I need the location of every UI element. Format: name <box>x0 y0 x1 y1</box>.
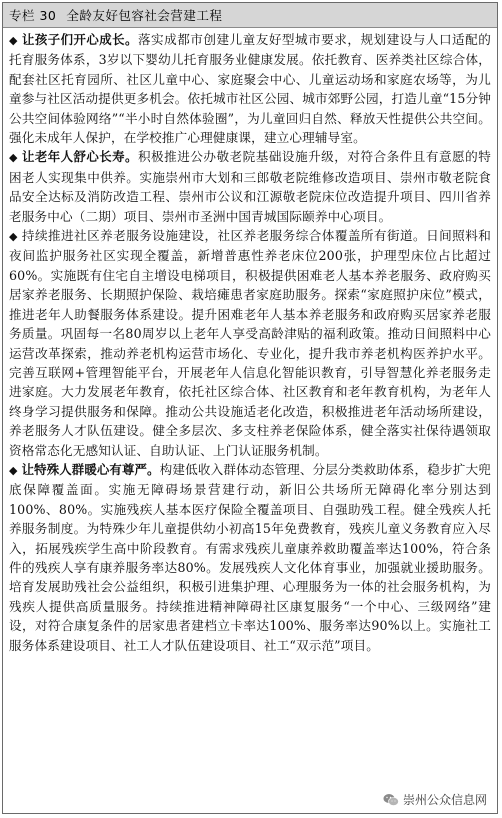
diamond-bullet-icon: ◆ <box>9 151 18 165</box>
diamond-bullet-icon: ◆ <box>9 34 18 47</box>
paragraph-children <box>9 30 491 147</box>
feature-box <box>2 2 498 814</box>
paragraph-lead: 让老年人舒心长寿。 <box>21 149 138 165</box>
paragraph-text: 持续推进社区养老服务设施建设，社区养老服务综合体覆盖所有街道。日间照料和夜间监护服务社区实现全覆盖，新增普惠性养老床位200张，护理型床位占比超过60%。实施既有住宅自主增设电梯项目，积极提供困难老人基本养老服务、政府购买居家养老服务、长期照护保险、栽培瘫患者家庭助服务。探索“家庭照护床位”模式，推进老年人助餐服务体系建设。提升困难老年人基本养老服务和政府购买居家养老服务质量。巩固每一名80周岁以上老年人享受高龄津贴的福利政策。推动日间照料中心运营改革探索，推动养老机构运营市场化、专业化，提升我市养老机构医养护水平。完善互联网+管理智能平台，开展老年人信息化智能识教育，引导智慧化养老服务走进家庭。大力发展老年教育，依托社区综合体、社区教育和老年教育机构，为老年人终身学习提供服务和保障。推动公共设施适老化改造，积极推进老年活动场所建设，养老服务人才队伍建设。健全多层次、多支柱养老保险体系，健全落实社保待遇领取资格常态化无感知认证、自助认证、上门认证服务机制。 <box>9 228 491 458</box>
diamond-bullet-icon: ◆ <box>9 230 18 244</box>
wechat-icon <box>383 793 399 807</box>
diamond-bullet-icon: ◆ <box>9 463 18 477</box>
paragraph-lead: 让孩子们开心成长。 <box>21 32 138 47</box>
paragraph-special-groups <box>9 460 491 655</box>
watermark-text: 崇州公众信息网 <box>402 793 487 807</box>
box-body <box>3 28 497 655</box>
paragraph-text: 积极推进公办敬老院基础设施升级，对符合条件且有意愿的特困老人实现集中供养。实施崇州市大划和三郎敬老院维修改造项目、崇州市敬老院食品安全达标及消防改造工程、崇州市公议和江源敬老院床位改造提升项目、四川省养老服务中心（二期）项目、崇州市圣洲中国青城国际颐养中心项目。 <box>9 149 491 224</box>
box-number: 专栏 30 <box>9 8 57 23</box>
source-watermark <box>379 790 489 809</box>
paragraph-elderly <box>9 147 491 226</box>
paragraph-lead: 让特殊人群暖心有尊严。 <box>21 461 160 477</box>
paragraph-community-elderly <box>9 226 491 460</box>
paragraph-text: 落实成都市创建儿童友好型城市要求，规划建设与人口适配的托育服务体系，3岁以下婴幼儿托育服务业健康发展。依托教育、医养类社区综合体，配套社区托育园所、社区儿童中心、家庭聚会中心、儿童运动场和家庭农场等，为儿童参与社区活动提供更多机会。依托城市社区公园、城市郊野公园，打造儿童“15分钟公共空间体验网络”“半小时自然体验圈”，为儿童回归自然、释放天性提供公共空间。强化未成年人保护，在学校推广心理健康课，建立心理辅导室。 <box>9 32 491 146</box>
box-title: 全龄友好包容社会营建工程 <box>66 8 223 23</box>
box-header <box>3 3 497 28</box>
paragraph-text: 构建低收入群体动态管理、分层分类救助体系，稳步扩大兜底保障覆盖面。实施无障碍场景营建行动，新旧公共场所无障碍化率分别达到100%、80%。实施残疾人基本医疗保险全覆盖项目、自强助残工程。健全残疾人托养服务制度。为特殊少年儿童提供幼小初高15年免费教育，残疾儿童义务教育应入尽入，拓展残疾学生高中阶段教育。有需求残疾儿童康养救助覆盖率达100%，符合条件的残疾人享有康养服务率达80%。发展残疾人文化体育事业，加强就业援助服务。培育发展助残社会公益组织，积极引进集护理、心理服务为一体的社会服务机构，为残疾人提供高质量服务。持续推进精神障碍社区康复服务“一个中心、三级网络”建设，对符合康复条件的居家患者建档立卡率达100%、服务率达90%以上。实施社工服务体系建设项目、社工人才队伍建设项目、社工“双示范”项目。 <box>9 461 491 653</box>
